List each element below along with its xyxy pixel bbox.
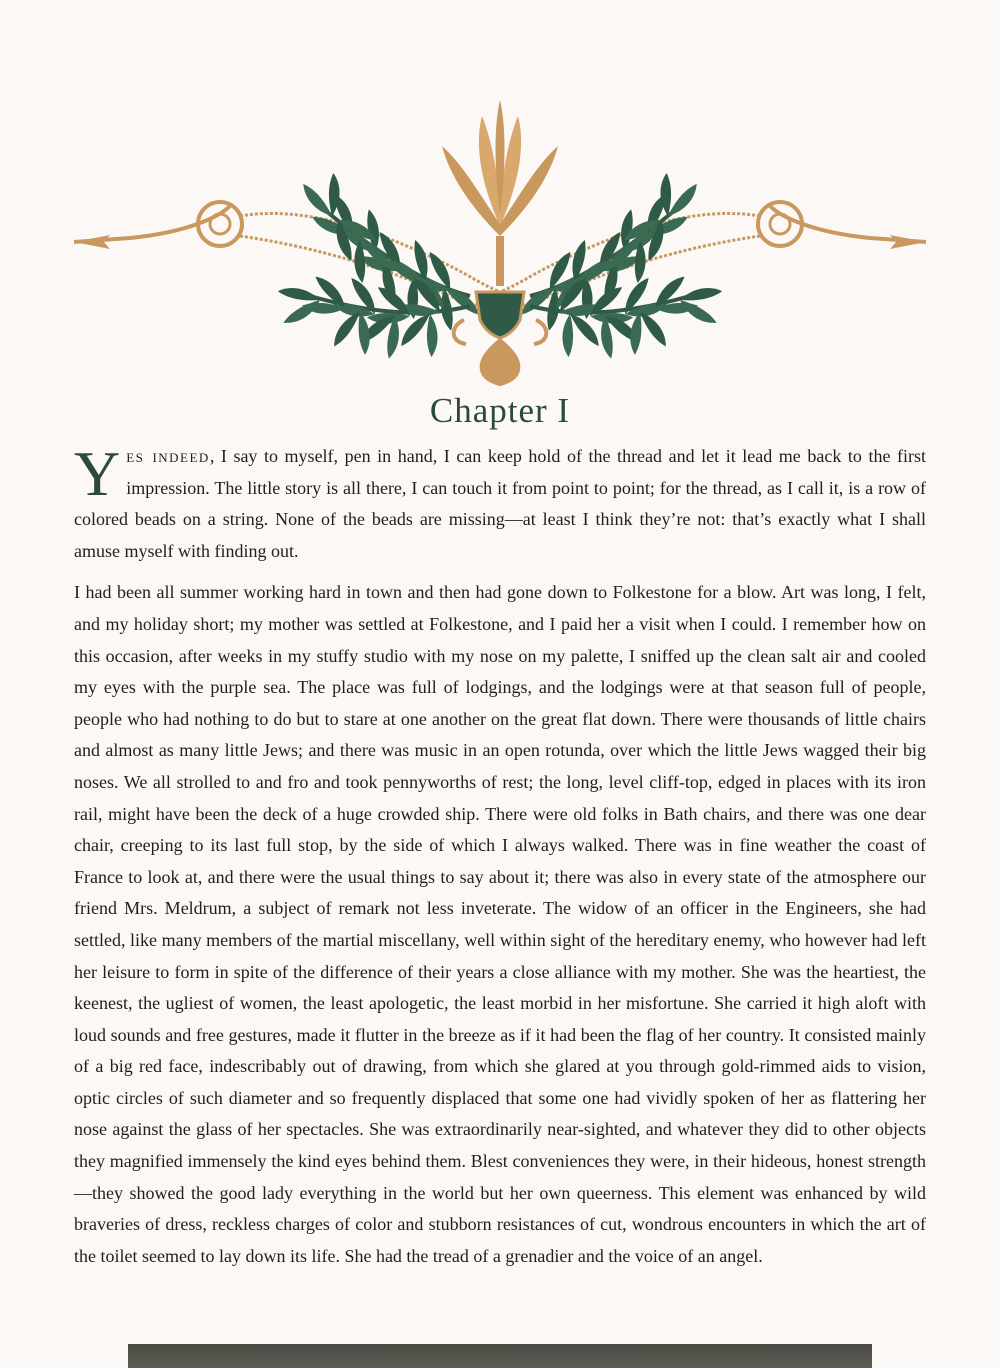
opening-smallcaps: es indeed	[126, 446, 210, 466]
chapter-ornament-icon	[70, 96, 930, 388]
paragraph-opening	[74, 438, 926, 567]
chapter-title: Chapter I	[429, 391, 571, 430]
chapter-text	[74, 438, 926, 1282]
paragraph-2: I had been all summer working hard in town and then had gone down to Folkestone for a blow. Art was long, I felt, and my holiday short; my mother was settled at Folkestone, and I paid her a visit when I could. I remember how on this occasion, after weeks in my stuffy studio with my nose on my palette, I sniffed up the clean salt air and cooled my eyes with the purple sea. The place was full of lodgings, and the lodgings were at that season full of people, people who had nothing to do but to stare at one another on the great flat down. There were thousands of little chairs and almost as many little Jews; and there was music in an open rotunda, over which the little Jews wagged their big noses. We all strolled to and fro and took pennyworths of rest; the long, level cliff-top, edged in places with its iron rail, might have been the deck of a huge crowded ship. There were old folks in Bath chairs, and there was one dear chair, creeping to its last full stop, by the side of which I always walked. There was in fine weather the coast of France to look at, and there were the usual things to say about it; there was also in every state of the atmosphere our friend Mrs. Meldrum, a subject of remark not less inveterate. The widow of an officer in the Engineers, she had settled, like many members of the martial miscellany, well within sight of the hereditary enemy, who however had left her leisure to form in spite of the difference of their years a close alliance with my mother. She was the heartiest, the keenest, the ugliest of women, the least apologetic, the least morbid in her misfortune. She carried it high aloft with loud sounds and free gestures, made it flutter in the breeze as if it had been the flag of her country. It consisted mainly of a big red face, indescribably out of drawing, from which she glared at you through gold-rimmed aids to vision, optic circles of such diameter and so frequently displaced that some one had vividly spoken of her as flattering her nose against the glass of her spectacles. She was extraordinarily near-sighted, and whatever they did to other objects they magnified immensely the kind eyes behind them. Blest conveniences they were, in their hideous, honest strength—they showed the good lady everything in the world but her own queerness. This element was enhanced by wild braveries of dress, reckless charges of color and stubborn resistances of cut, wondrous encounters in which the art of the toilet seemed to lay down its life. She had the tread of a grenadier and the voice of an angel.	[74, 582, 926, 1266]
drop-cap: Y	[74, 438, 121, 509]
paragraph-1-text: , I say to myself, pen in hand, I can keep hold of the thread and let it lead me back to the first impression. The little story is all there, I can touch it from point to point; for the thread, as I call it, is a row of colored beads on a string. None of the beads are missing—at least I think they’re not: that’s exactly what I shall amuse myself with finding out.	[74, 446, 926, 561]
illustration-top-edge	[128, 1344, 872, 1368]
